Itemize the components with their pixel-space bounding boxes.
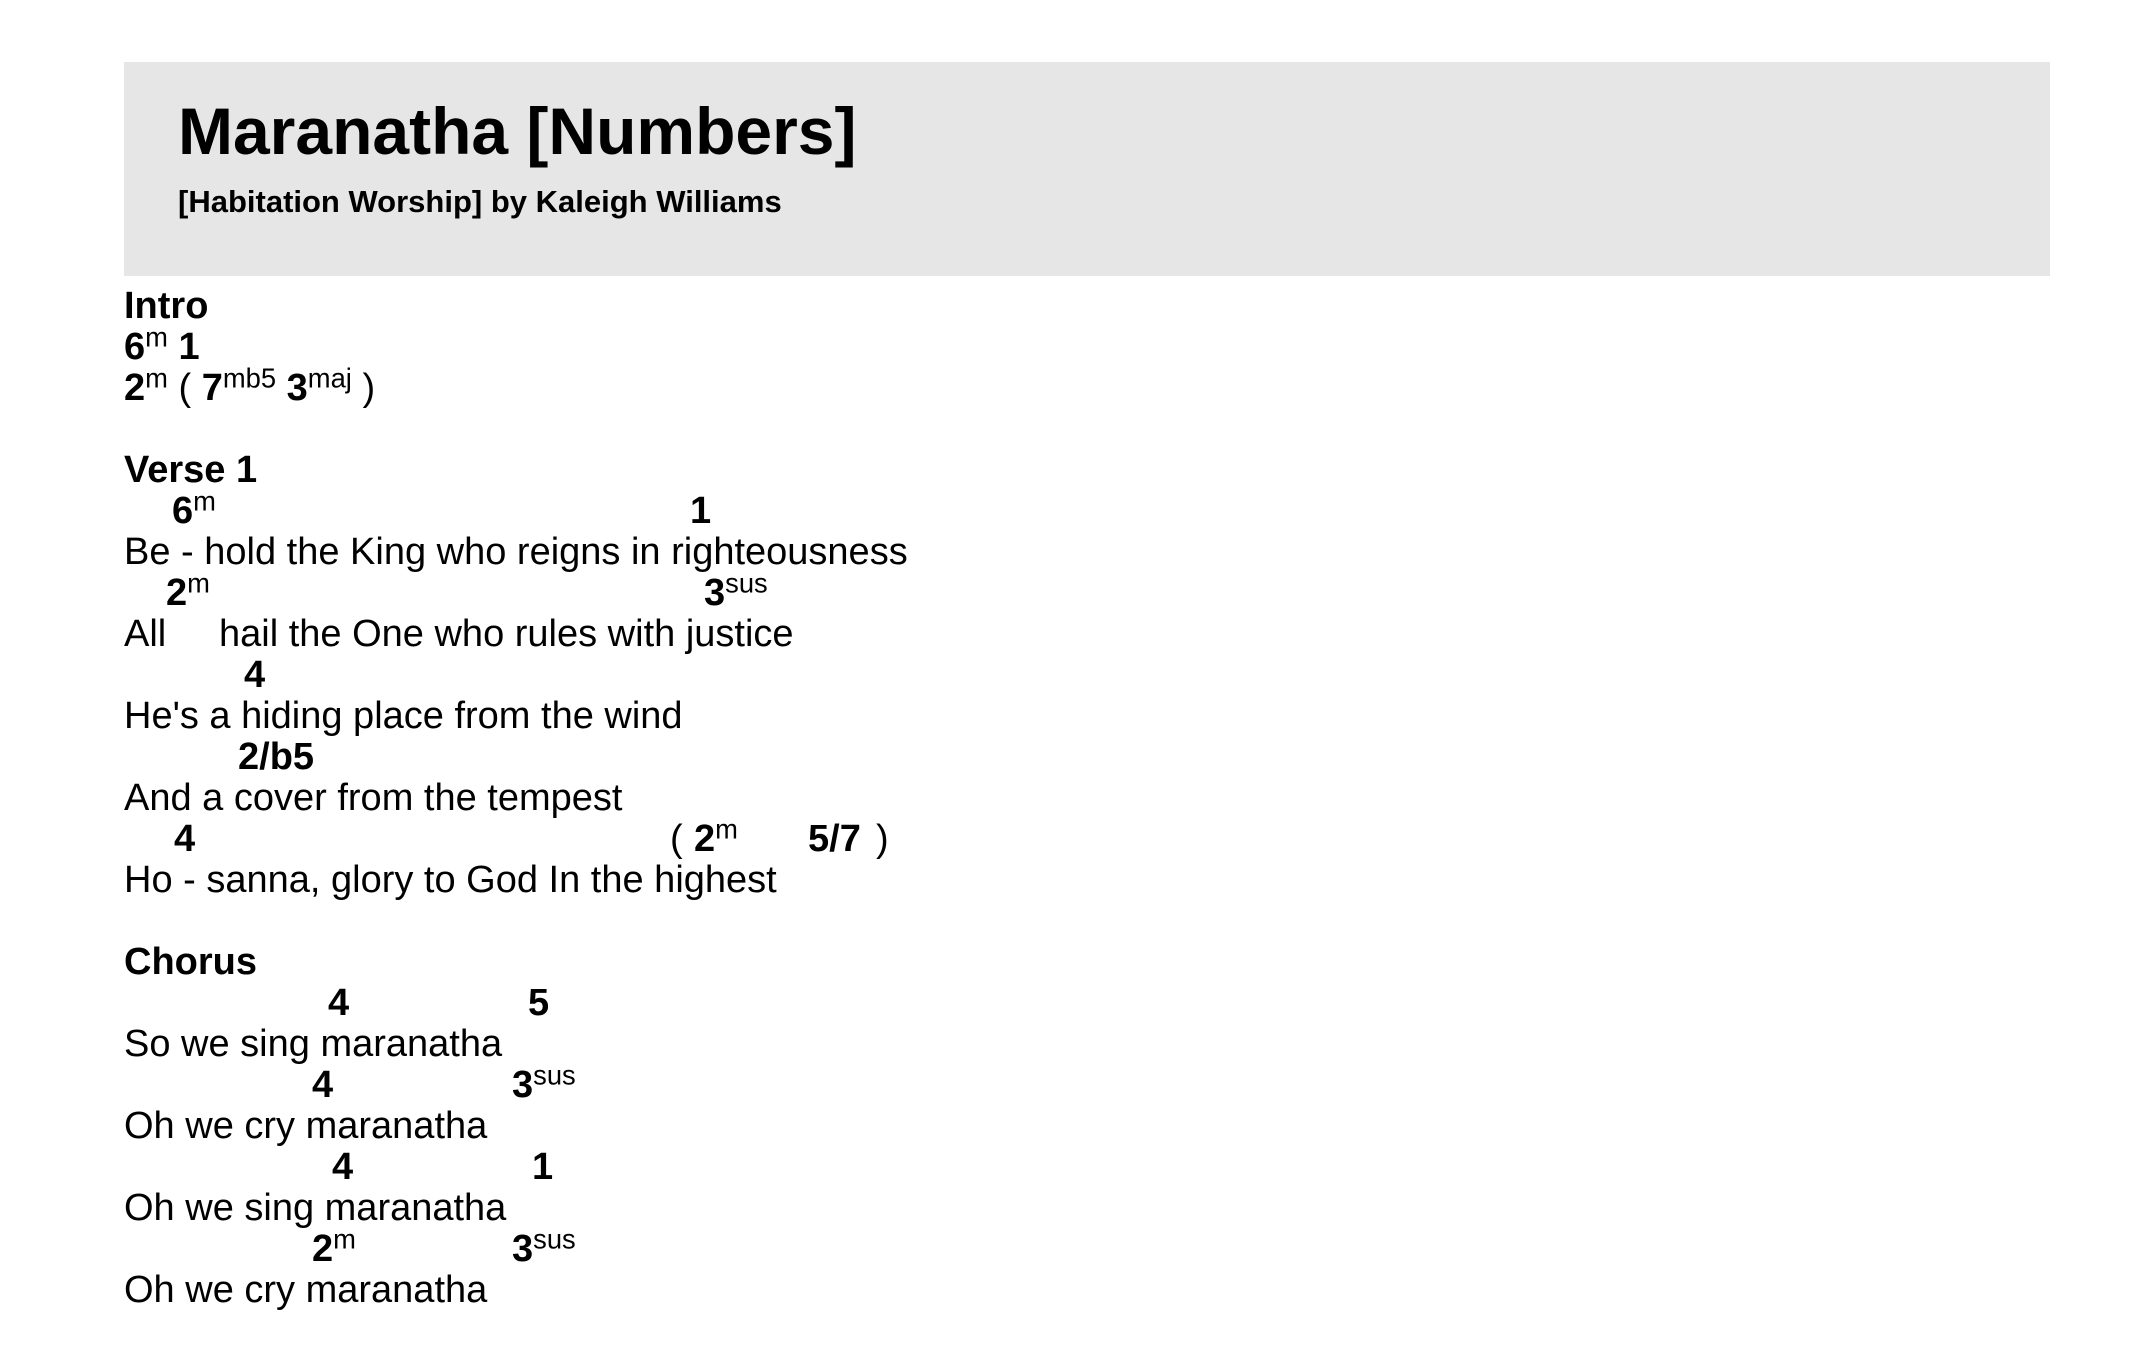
- chord: 5/7: [808, 818, 861, 860]
- chord-line: [124, 737, 2050, 778]
- chord: 6$^m$: [172, 485, 216, 532]
- chord: $3^{maj}$: [286, 362, 352, 409]
- lyric-line: Be - hold the King who reigns in righteousness: [124, 531, 908, 573]
- lyric-line: Ho - sanna, glory to God In the highest: [124, 859, 777, 901]
- chord: 4: [244, 654, 266, 696]
- chord-line: [124, 1059, 2050, 1106]
- chord: 2$^m$: [124, 362, 168, 409]
- chord: $3^{sus}$: [512, 1059, 576, 1106]
- chord-line: [124, 485, 2050, 532]
- lyric-line: He's a hiding place from the wind: [124, 695, 683, 737]
- section-verse-1: [124, 450, 2050, 901]
- lyric-line: Oh we cry maranatha: [124, 1105, 488, 1147]
- chord: 2$^m$: [312, 1223, 356, 1270]
- chord-line: [124, 1223, 2050, 1270]
- song-header: [124, 62, 2050, 276]
- lyric-line: So we sing maranatha: [124, 1023, 503, 1065]
- chord: $3^{sus}$: [512, 1223, 576, 1270]
- chord: $3^{sus}$: [704, 567, 768, 614]
- chord: 2/b5: [238, 736, 315, 778]
- chord: 4: [312, 1064, 334, 1106]
- chord: 2$^m$: [166, 567, 210, 614]
- lyric-line: Oh we cry maranatha: [124, 1269, 488, 1311]
- chord: 1: [690, 490, 712, 532]
- lyric-line: Oh we sing maranatha: [124, 1187, 507, 1229]
- section-heading: Intro: [124, 285, 209, 327]
- section-heading: Verse 1: [124, 449, 258, 491]
- lyric-line: All hail the One who rules with justice: [124, 613, 794, 655]
- intro-chord-line-2: [124, 362, 2050, 409]
- song-title: Maranatha [Numbers]: [178, 94, 857, 168]
- paren-open: (: [670, 818, 683, 860]
- chord-line: [124, 813, 2050, 860]
- intro-chord-line-1: [124, 321, 2050, 368]
- chord-line: [124, 567, 2050, 614]
- section-intro: [124, 286, 2050, 409]
- section-heading: Chorus: [124, 941, 257, 983]
- paren-close: ): [876, 818, 889, 860]
- paren-close: ): [362, 367, 376, 409]
- paren-open: (: [178, 367, 192, 409]
- chord: 2$^m$: [694, 813, 738, 860]
- chord: 1: [532, 1146, 554, 1188]
- chord: 5: [528, 982, 550, 1024]
- chord: 4: [332, 1146, 354, 1188]
- chord-line: [124, 1147, 2050, 1188]
- chord: 4: [328, 982, 350, 1024]
- chord: 6$^m$: [124, 321, 168, 368]
- song-subtitle: [Habitation Worship] by Kaleigh Williams: [178, 184, 782, 219]
- chord-line: [124, 983, 2050, 1024]
- section-chorus: [124, 942, 2050, 1311]
- chord: 4: [174, 818, 196, 860]
- chord: 1: [178, 326, 200, 368]
- chord-sheet: [124, 286, 2050, 1352]
- lyric-line: And a cover from the tempest: [124, 777, 623, 819]
- chord-line: [124, 655, 2050, 696]
- chord: $7^{mb5}$: [201, 362, 277, 409]
